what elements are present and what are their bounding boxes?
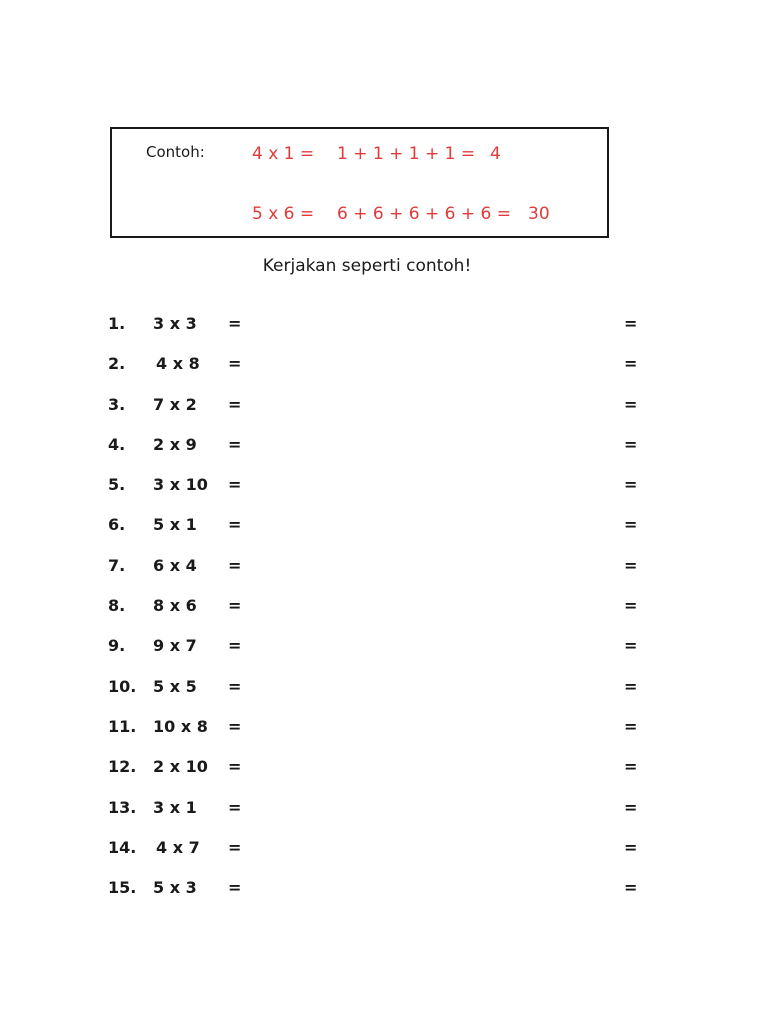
equals-sign-right: = bbox=[624, 837, 638, 857]
problem-row bbox=[0, 594, 768, 634]
equals-sign-left: = bbox=[228, 314, 242, 333]
problem-expression: 10 x 8 bbox=[153, 716, 208, 736]
problem-row bbox=[0, 715, 768, 755]
equals-sign-left: = bbox=[228, 716, 242, 736]
equals-sign-right: = bbox=[624, 354, 638, 374]
problem-number: 6. bbox=[108, 515, 126, 535]
equals-sign-right: = bbox=[624, 878, 638, 898]
problem-row bbox=[0, 675, 768, 715]
equals-sign-left: = bbox=[228, 757, 242, 777]
example-row-2-sum: 6 + 6 + 6 + 6 + 6 = bbox=[337, 204, 511, 224]
equals-sign-right: = bbox=[624, 314, 638, 333]
equals-sign-left: = bbox=[228, 596, 242, 616]
problem-row bbox=[0, 634, 768, 674]
example-row-1-lhs: 4 x 1 = bbox=[252, 144, 315, 164]
equals-sign-right: = bbox=[624, 676, 638, 696]
problem-list bbox=[0, 312, 768, 916]
problem-row bbox=[0, 433, 768, 473]
problem-number: 1. bbox=[108, 314, 126, 333]
problem-expression: 2 x 10 bbox=[153, 757, 208, 777]
equals-sign-left: = bbox=[228, 636, 242, 656]
problem-expression: 5 x 1 bbox=[153, 515, 197, 535]
problem-number: 14. bbox=[108, 837, 137, 857]
equals-sign-right: = bbox=[624, 555, 638, 575]
equals-sign-right: = bbox=[624, 515, 638, 535]
problem-expression: 4 x 7 bbox=[156, 837, 200, 857]
problem-expression: 3 x 10 bbox=[153, 475, 208, 495]
equals-sign-right: = bbox=[624, 757, 638, 777]
equals-sign-left: = bbox=[228, 555, 242, 575]
equals-sign-right: = bbox=[624, 636, 638, 656]
problem-row bbox=[0, 473, 768, 513]
problem-expression: 7 x 2 bbox=[153, 394, 197, 414]
example-row-1-result: 4 bbox=[490, 144, 501, 164]
equals-sign-left: = bbox=[228, 394, 242, 414]
equals-sign-left: = bbox=[228, 515, 242, 535]
problem-number: 3. bbox=[108, 394, 126, 414]
equals-sign-left: = bbox=[228, 837, 242, 857]
example-row-2-lhs: 5 x 6 = bbox=[252, 204, 315, 224]
problem-number: 11. bbox=[108, 716, 137, 736]
problem-expression: 9 x 7 bbox=[153, 636, 197, 656]
example-row-2-result: 30 bbox=[528, 204, 550, 224]
problem-number: 2. bbox=[108, 354, 126, 374]
problem-number: 9. bbox=[108, 636, 126, 656]
equals-sign-left: = bbox=[228, 475, 242, 495]
problem-row bbox=[0, 796, 768, 836]
equals-sign-right: = bbox=[624, 434, 638, 454]
problem-row bbox=[0, 513, 768, 553]
equals-sign-right: = bbox=[624, 475, 638, 495]
example-label: Contoh: bbox=[146, 143, 205, 161]
problem-number: 13. bbox=[108, 797, 137, 817]
problem-row bbox=[0, 554, 768, 594]
problem-row bbox=[0, 836, 768, 876]
problem-row bbox=[0, 755, 768, 795]
equals-sign-left: = bbox=[228, 878, 242, 898]
problem-row bbox=[0, 393, 768, 433]
problem-expression: 3 x 3 bbox=[153, 314, 197, 333]
problem-number: 4. bbox=[108, 434, 126, 454]
problem-number: 15. bbox=[108, 878, 137, 898]
equals-sign-right: = bbox=[624, 596, 638, 616]
problem-number: 12. bbox=[108, 757, 137, 777]
problem-row bbox=[0, 352, 768, 392]
problem-expression: 2 x 9 bbox=[153, 434, 197, 454]
problem-expression: 3 x 1 bbox=[153, 797, 197, 817]
example-row-1-sum: 1 + 1 + 1 + 1 = bbox=[337, 144, 476, 164]
equals-sign-right: = bbox=[624, 797, 638, 817]
problem-number: 5. bbox=[108, 475, 126, 495]
problem-number: 7. bbox=[108, 555, 126, 575]
equals-sign-right: = bbox=[624, 716, 638, 736]
equals-sign-right: = bbox=[624, 394, 638, 414]
problem-number: 10. bbox=[108, 676, 137, 696]
problem-expression: 5 x 5 bbox=[153, 676, 197, 696]
equals-sign-left: = bbox=[228, 797, 242, 817]
problem-expression: 8 x 6 bbox=[153, 596, 197, 616]
instruction-text: Kerjakan seperti contoh! bbox=[262, 256, 472, 276]
problem-row bbox=[0, 312, 768, 352]
problem-expression: 4 x 8 bbox=[156, 354, 200, 374]
problem-row bbox=[0, 876, 768, 916]
equals-sign-left: = bbox=[228, 434, 242, 454]
equals-sign-left: = bbox=[228, 676, 242, 696]
equals-sign-left: = bbox=[228, 354, 242, 374]
problem-expression: 6 x 4 bbox=[153, 555, 197, 575]
problem-expression: 5 x 3 bbox=[153, 878, 197, 898]
problem-number: 8. bbox=[108, 596, 126, 616]
